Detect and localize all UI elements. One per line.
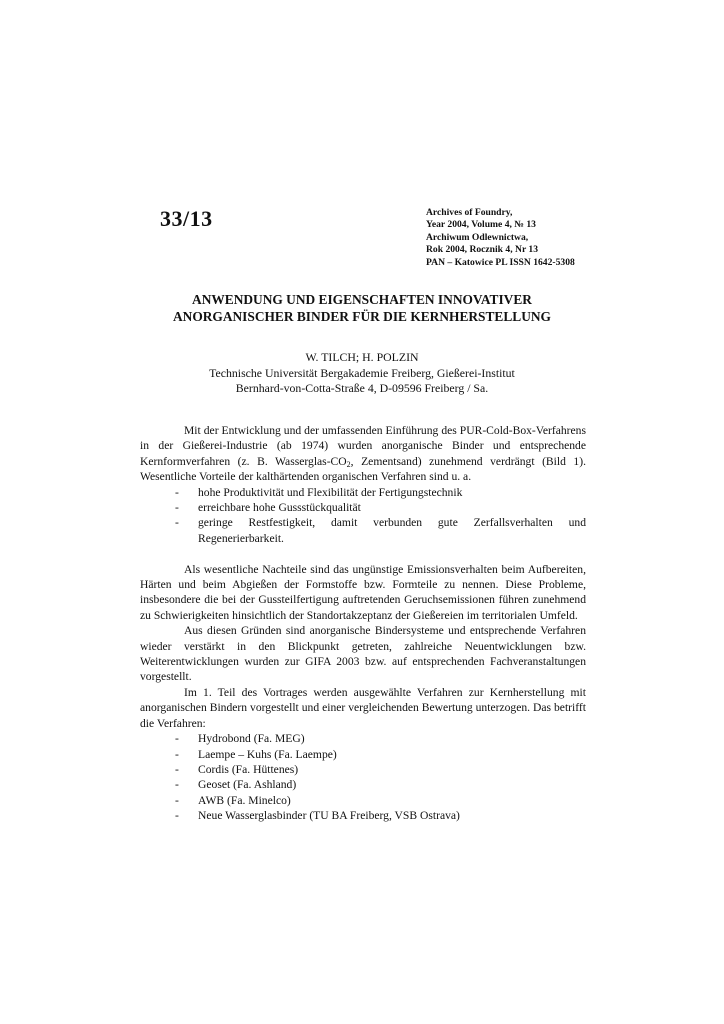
dash-bullet: - <box>175 516 179 530</box>
author-names: W. TILCH; H. POLZIN <box>305 350 419 364</box>
paragraph-intro <box>140 423 586 485</box>
list-item <box>140 485 586 500</box>
list-item <box>140 808 586 823</box>
address: Bernhard-von-Cotta-Straße 4, D-09596 Freiberg / Sa. <box>235 381 489 396</box>
journal-line: Archives of Foundry, <box>426 207 513 218</box>
list-item <box>140 777 586 792</box>
list-item <box>140 762 586 777</box>
dash-bullet: - <box>175 778 179 792</box>
paragraph-gap <box>140 546 586 561</box>
advantages-list <box>140 485 586 547</box>
journal-line: Rok 2004, Rocznik 4, Nr 13 <box>426 244 539 256</box>
intro-text: Mit der Entwicklung und der umfassenden Einführung des PUR-Cold-Box-Verfahrens in der Gießerei-Industrie (ab 1974) wurden anorganische Binder und entsprechende Kernformverfahren (z. B. Wasserglas-CO <box>140 424 586 468</box>
dash-bullet: - <box>175 732 179 746</box>
journal-line: Archiwum Odlewnictwa, <box>426 231 529 243</box>
list-item <box>140 747 586 762</box>
article-body <box>140 423 586 824</box>
journal-line: PAN – Katowice PL ISSN 1642-5308 <box>426 256 575 268</box>
dash-bullet: - <box>175 809 179 823</box>
paper-number: 33/13 <box>160 206 213 231</box>
paragraph-disadvantages: Als wesentliche Nachteile sind das ungünstige Emissionsverhalten beim Aufbereiten, Härten und beim Abgießen der Formstoffe bzw. Formteile zu nennen. Diese Probleme, insbesondere die bei der Gussteilfertigung auftretenden Geruchsemissionen führen zunehmend zu Schwierigkeiten hinsichtlich der Standortakzeptanz der Gießereien im territorialen Umfeld. <box>140 562 586 622</box>
journal-info <box>426 207 575 269</box>
dash-bullet: - <box>175 501 179 515</box>
journal-line: Year 2004, Volume 4, № 13 <box>426 219 536 231</box>
list-item-text: Hydrobond (Fa. MEG) <box>198 732 305 746</box>
procedures-list <box>140 731 586 823</box>
title-line: ANWENDUNG UND EIGENSCHAFTEN INNOVATIVER <box>192 292 532 307</box>
paper-title <box>120 291 604 325</box>
subscript-2: 2 <box>346 459 351 469</box>
list-item-text: erreichbare hohe Gussstückqualität <box>198 501 361 515</box>
intro-text-cont: , Zementsand) zunehmend verdrängt (Bild 1). Wesentliche Vorteile der kalthärtenden organischen Verfahren sind u. a. <box>140 454 586 484</box>
list-item <box>140 500 586 515</box>
list-item-text: Cordis (Fa. Hüttenes) <box>198 762 299 776</box>
list-item-text: Geoset (Fa. Ashland) <box>198 778 297 792</box>
institution: Technische Universität Bergakademie Freiberg, Gießerei-Institut <box>209 365 515 380</box>
list-item <box>140 731 586 746</box>
list-item-text: Laempe – Kuhs (Fa. Laempe) <box>198 747 337 761</box>
list-item-text: geringe Restfestigkeit, damit verbunden gute Zerfallsverhalten und Regenerierbarkeit. <box>198 516 586 545</box>
list-item-text: AWB (Fa. Minelco) <box>198 793 291 807</box>
title-line: ANORGANISCHER BINDER FÜR DIE KERNHERSTELLUNG <box>173 309 551 324</box>
dash-bullet: - <box>175 793 179 807</box>
list-item-text: hohe Produktivität und Flexibilität der Fertigungstechnik <box>198 485 463 499</box>
dash-bullet: - <box>175 747 179 761</box>
dash-bullet: - <box>175 485 179 499</box>
author-block <box>140 350 584 397</box>
dash-bullet: - <box>175 762 179 776</box>
list-item <box>140 793 586 808</box>
list-item <box>140 515 586 546</box>
list-item-text: Neue Wasserglasbinder (TU BA Freiberg, VSB Ostrava) <box>198 809 460 823</box>
paragraph-reasons: Aus diesen Gründen sind anorganische Bindersysteme und entsprechende Verfahren wieder verstärkt in den Blickpunkt getreten, zahlreiche Neuentwicklungen bzw. Weiterentwicklungen wurden zur GIFA 2003 bzw. auf entsprechenden Fachveranstaltungen vorgestellt. <box>140 624 586 684</box>
paragraph-overview: Im 1. Teil des Vortrages werden ausgewählte Verfahren zur Kernherstellung mit anorganischen Bindern vorgestellt und einer vergleichenden Bewertung unterzogen. Das betrifft die Verfahren: <box>140 685 586 730</box>
